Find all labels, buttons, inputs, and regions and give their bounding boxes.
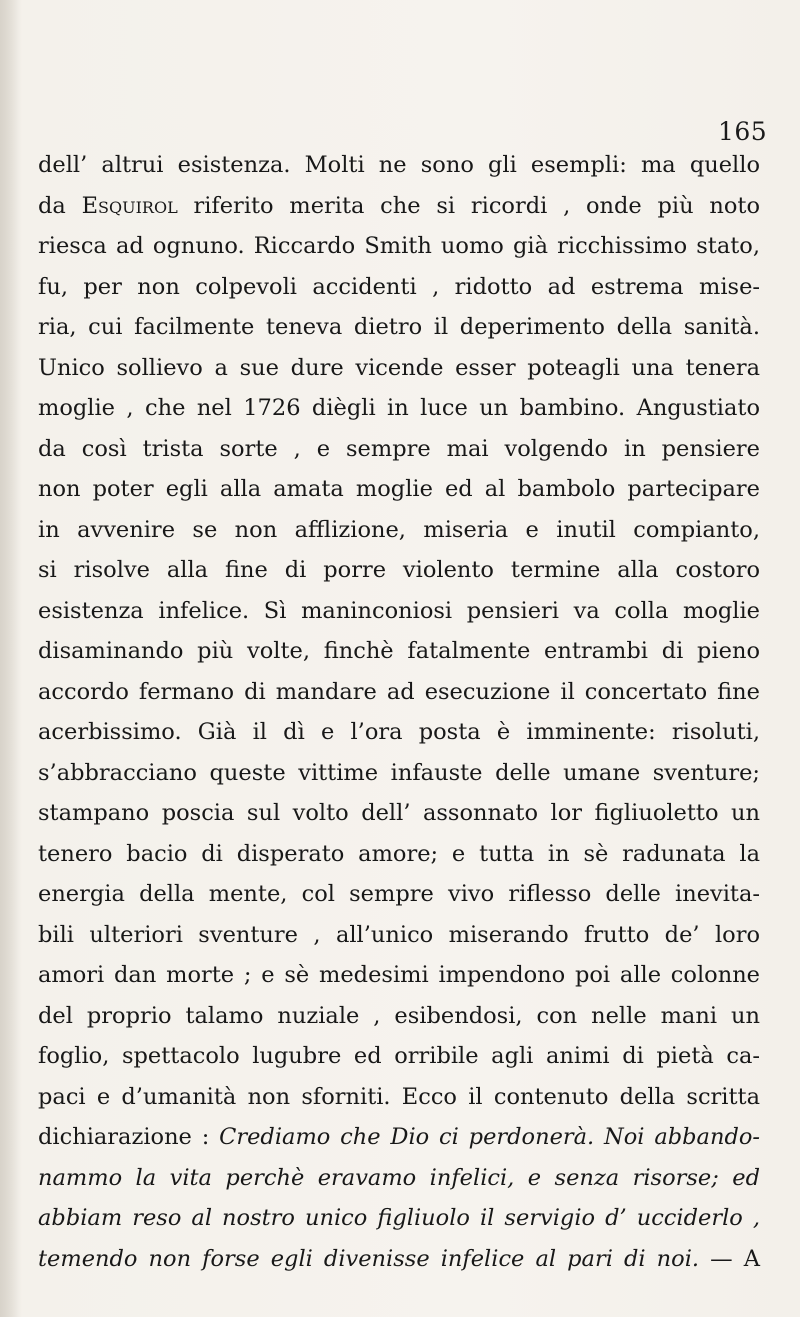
text-line: del proprio talamo nuziale , esibendosi, con nelle mani un [38, 1002, 760, 1029]
text-fragment: — A [699, 1245, 760, 1272]
text-line: foglio, spettacolo lugubre ed orribile agli animi di pietà ca- [38, 1043, 760, 1069]
text-line: moglie , che nel 1726 diègli in luce un bambino. Angustiato [38, 395, 760, 421]
text-line: non poter egli alla amata moglie ed al bambolo partecipare [38, 476, 760, 502]
text-line: bili ulteriori sventure , all’unico miserando frutto de’ loro [38, 921, 760, 948]
text-line: stampano poscia sul volto dell’ assonnato lor figliuoletto un [38, 800, 760, 826]
text-line: disaminando più volte, finchè fatalmente entrambi di pieno [38, 638, 760, 664]
body-text [38, 145, 760, 1279]
quotation-line: nammo la vita perchè eravamo infelici, e senza risorse; ed [38, 1164, 760, 1191]
text-line: riesca ad ognuno. Riccardo Smith uomo già ricchissimo stato, [38, 233, 760, 259]
text-line [38, 1117, 760, 1158]
text-fragment: riferito merita che si ricordi , onde più noto [177, 192, 760, 219]
text-fragment: da [38, 192, 82, 219]
text-line: dell’ altrui esistenza. Molti ne sono gli esempli: ma quello [38, 152, 760, 178]
text-fragment: dichiarazione : [38, 1124, 220, 1150]
text-line: in avvenire se non afflizione, miseria e inutil compianto, [38, 516, 760, 543]
page-number: 165 [718, 117, 768, 146]
text-line [38, 1239, 760, 1280]
text-line: energia della mente, col sempre vivo riflesso delle inevita- [38, 881, 760, 907]
text-line [38, 186, 760, 227]
text-line: amori dan morte ; e sè medesimi impendono poi alle colonne [38, 962, 760, 988]
text-line: fu, per non colpevoli accidenti , ridotto ad estrema mise- [38, 273, 760, 300]
quotation-italic: temendo non forse egli divenisse infelice al pari di noi. [38, 1245, 700, 1272]
text-line: ria, cui facilmente teneva dietro il deperimento della sanità. [38, 314, 760, 340]
quotation-line: abbiam reso al nostro unico figliuolo il servigio d’ ucciderlo , [38, 1205, 760, 1231]
text-line: s’abbracciano queste vittime infauste delle umane sventure; [38, 759, 760, 786]
page-gutter-shadow [0, 0, 22, 1317]
text-line: da così trista sorte , e sempre mai volgendo in pensiere [38, 435, 760, 462]
text-line: si risolve alla fine di porre violento termine alla costoro [38, 557, 760, 583]
text-line: paci e d’umanità non sforniti. Ecco il contenuto della scritta [38, 1083, 760, 1110]
text-line: esistenza infelice. Sì maninconiosi pensieri va colla moglie [38, 597, 760, 624]
text-line: tenero bacio di disperato amore; e tutta in sè radunata la [38, 840, 760, 867]
text-line: accordo fermano di mandare ad esecuzione il concertato fine [38, 678, 760, 705]
text-line: acerbissimo. Già il dì e l’ora posta è imminente: risoluti, [38, 719, 760, 745]
author-name-smallcaps: Esquirol [81, 192, 178, 219]
text-line: Unico sollievo a sue dure vicende esser poteagli una tenera [38, 354, 760, 381]
quotation-italic: Crediamo che Dio ci perdonerà. Noi abbando- [219, 1124, 760, 1150]
